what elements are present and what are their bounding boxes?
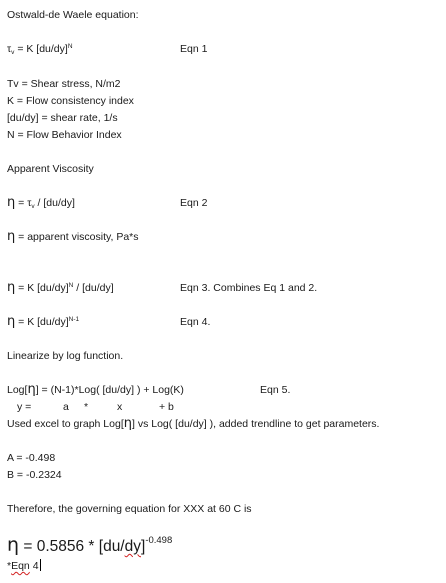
- mapping-star: *: [84, 401, 89, 413]
- final-equation-lhs: = 0.5856 * [du/: [19, 538, 125, 555]
- eta-symbol: η: [27, 382, 36, 397]
- mapping-plus-b: + b: [159, 401, 174, 413]
- equation-2-rhs: / [du/dy]: [34, 197, 75, 209]
- equation-1-label: Eqn 1: [180, 43, 208, 55]
- eta-symbol: η: [7, 195, 16, 210]
- equation-1: [7, 42, 73, 56]
- eta-symbol: η: [7, 280, 16, 295]
- tau-subscript: v: [11, 49, 15, 56]
- equation-4-exponent: N-1: [68, 316, 80, 323]
- definition-apparent-viscosity-text: = apparent viscosity, Pa*s: [15, 231, 139, 243]
- text-cursor: [40, 559, 41, 571]
- eta-symbol: η: [7, 229, 16, 244]
- equation-5-label: Eqn 5.: [260, 384, 291, 396]
- equation-4-label: Eqn 4.: [180, 316, 211, 328]
- eta-symbol: η: [7, 314, 16, 329]
- equation-3-lhs: = K [du/dy]: [15, 282, 69, 294]
- footnote-number: 4: [29, 560, 39, 572]
- excel-note-pre: Used excel to graph Log[: [7, 418, 124, 430]
- final-equation-exponent: -0.498: [145, 535, 173, 546]
- linearize-note: Linearize by log function.: [7, 350, 124, 362]
- definition-flow-behavior-index: N = Flow Behavior Index: [7, 129, 122, 141]
- equation-5-pre: Log[: [7, 384, 28, 396]
- excel-note: [7, 417, 379, 431]
- parameter-a: A = -0.498: [7, 452, 56, 464]
- tau-subscript: v: [31, 203, 35, 210]
- equation-3: [7, 281, 114, 295]
- equation-5-post: ] = (N-1)*Log( [du/dy] ) + Log(K): [35, 384, 184, 396]
- spellcheck-underlined-eqn: Eqn: [11, 560, 30, 572]
- eta-symbol: η: [7, 534, 20, 556]
- final-equation: [7, 535, 172, 557]
- equation-2-mid: = τ: [15, 197, 32, 209]
- linear-form-mapping: [0, 400, 446, 414]
- equation-3-exponent: N: [68, 282, 74, 289]
- definition-apparent-viscosity: [7, 230, 139, 244]
- equation-3-rhs: / [du/dy]: [73, 282, 114, 294]
- equation-2-label: Eqn 2: [180, 197, 208, 209]
- definition-consistency-index: K = Flow consistency index: [7, 95, 134, 107]
- equation-1-exponent: N: [67, 43, 73, 50]
- excel-note-post: ] vs Log( [du/dy] ), added trendline to get parameters.: [132, 418, 380, 430]
- heading-apparent-viscosity: Apparent Viscosity: [7, 163, 94, 175]
- mapping-x: x: [117, 401, 123, 413]
- tau-symbol: τ: [7, 43, 12, 55]
- conclusion-text: Therefore, the governing equation for XXX at 60 C is: [7, 503, 252, 515]
- equation-3-label: Eqn 3. Combines Eq 1 and 2.: [180, 282, 318, 294]
- equation-5: [7, 383, 184, 397]
- final-equation-bracket: ]: [141, 538, 146, 555]
- heading-ostwald: Ostwald-de Waele equation:: [7, 9, 139, 21]
- equation-1-rhs: = K [du/dy]: [14, 43, 68, 55]
- equation-4: [7, 315, 79, 329]
- mapping-a: a: [63, 401, 69, 413]
- definition-shear-stress: Tv = Shear stress, N/m2: [7, 78, 121, 90]
- equation-2: [7, 196, 75, 210]
- equation-4-lhs: = K [du/dy]: [15, 316, 69, 328]
- footnote-star: *: [7, 560, 12, 572]
- definition-shear-rate: [du/dy] = shear rate, 1/s: [7, 112, 118, 124]
- mapping-y: y =: [17, 401, 32, 413]
- parameter-b: B = -0.2324: [7, 469, 62, 481]
- spellcheck-underlined-dy: dy: [124, 538, 141, 555]
- eta-symbol: η: [123, 416, 132, 431]
- footnote: [7, 559, 41, 573]
